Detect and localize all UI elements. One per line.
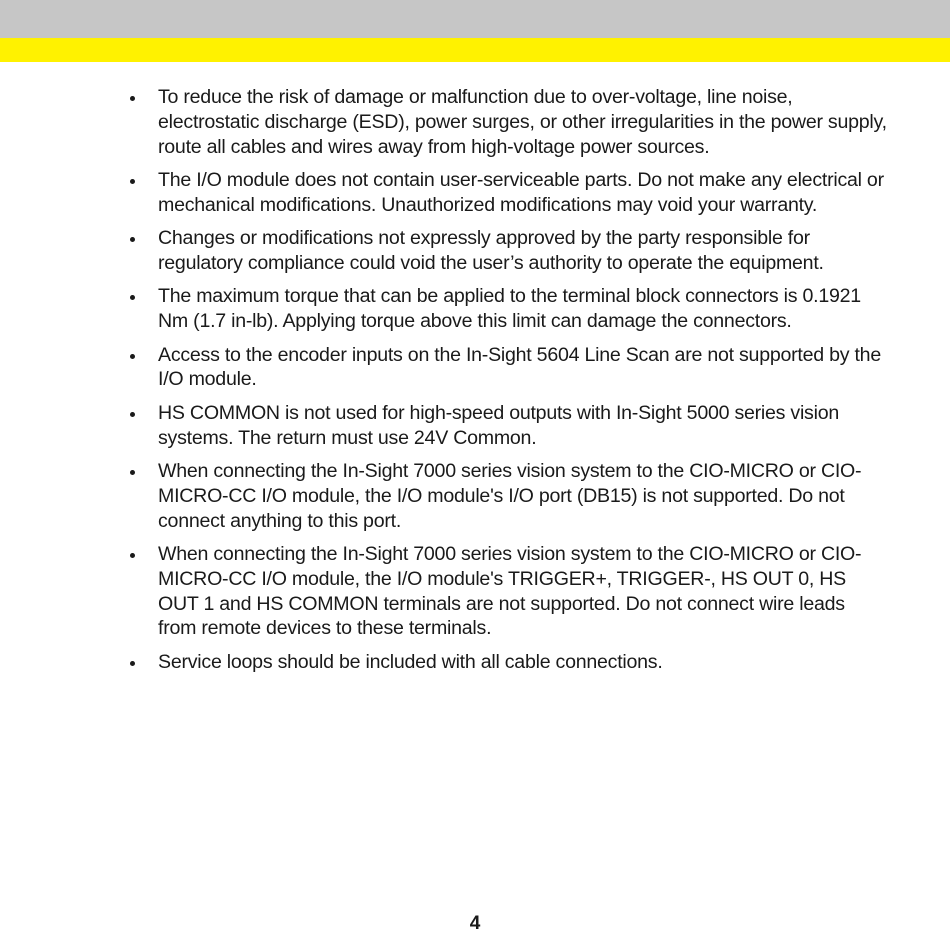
list-item-text: Access to the encoder inputs on the In-Sight 5604 Line Scan are not supported by the I/O module. bbox=[158, 343, 881, 391]
list-item-text: The I/O module does not contain user-serviceable parts. Do not make any electrical or mechanical modifications. Unauthorized modifications may void your warranty. bbox=[158, 168, 884, 216]
bullet-icon bbox=[130, 354, 135, 359]
list-item-text: Changes or modifications not expressly approved by the party responsible for regulatory compliance could void the user’s authority to operate the equipment. bbox=[158, 227, 824, 274]
bullet-icon bbox=[130, 412, 135, 417]
bullet-icon bbox=[130, 553, 135, 558]
bullet-icon bbox=[130, 237, 135, 242]
bullet-icon bbox=[130, 179, 135, 184]
list-item bbox=[128, 168, 888, 218]
bullet-icon bbox=[130, 470, 135, 475]
list-item-text: When connecting the In-Sight 7000 series vision system to the CIO-MICRO or CIO-MICRO-CC I/O module, the I/O module's I/O port (DB15) is not supported. Do not connect anything to this port. bbox=[158, 459, 862, 532]
list-item-text: When connecting the In-Sight 7000 series vision system to the CIO-MICRO or CIO-MICRO-CC I/O module, the I/O module's TRIGGER+, TRIGGER-, HS OUT 0, HS OUT 1 and HS COMMON terminals are not supported. Do not connect wire leads from remote devices to these terminals. bbox=[158, 542, 862, 640]
list-item bbox=[128, 401, 888, 451]
list-item bbox=[128, 343, 888, 393]
list-item bbox=[128, 226, 888, 276]
header-gray-band bbox=[0, 0, 950, 38]
page-number: 4 bbox=[469, 913, 481, 934]
list-item bbox=[128, 542, 888, 641]
list-item-text: HS COMMON is not used for high-speed outputs with In-Sight 5000 series vision systems. The return must use 24V Common. bbox=[158, 401, 840, 449]
list-item-text: Service loops should be included with all cable connections. bbox=[158, 650, 663, 673]
header-yellow-band bbox=[0, 38, 950, 62]
list-item-text: The maximum torque that can be applied to the terminal block connectors is 0.1921 Nm (1.7 in-lb). Applying torque above this limit can damage the connectors. bbox=[158, 285, 861, 333]
bullet-icon bbox=[130, 295, 135, 300]
list-item-text: To reduce the risk of damage or malfunction due to over-voltage, line noise, electrostatic discharge (ESD), power surges, or other irregularities in the power supply, route all cables and wires away from high-voltage power sources. bbox=[158, 86, 887, 158]
list-item bbox=[128, 459, 888, 533]
bullet-icon bbox=[130, 96, 135, 101]
list-item bbox=[128, 284, 888, 334]
precautions-list bbox=[128, 85, 888, 683]
bullet-icon bbox=[130, 661, 135, 666]
list-item bbox=[128, 85, 888, 159]
list-item bbox=[128, 650, 888, 675]
